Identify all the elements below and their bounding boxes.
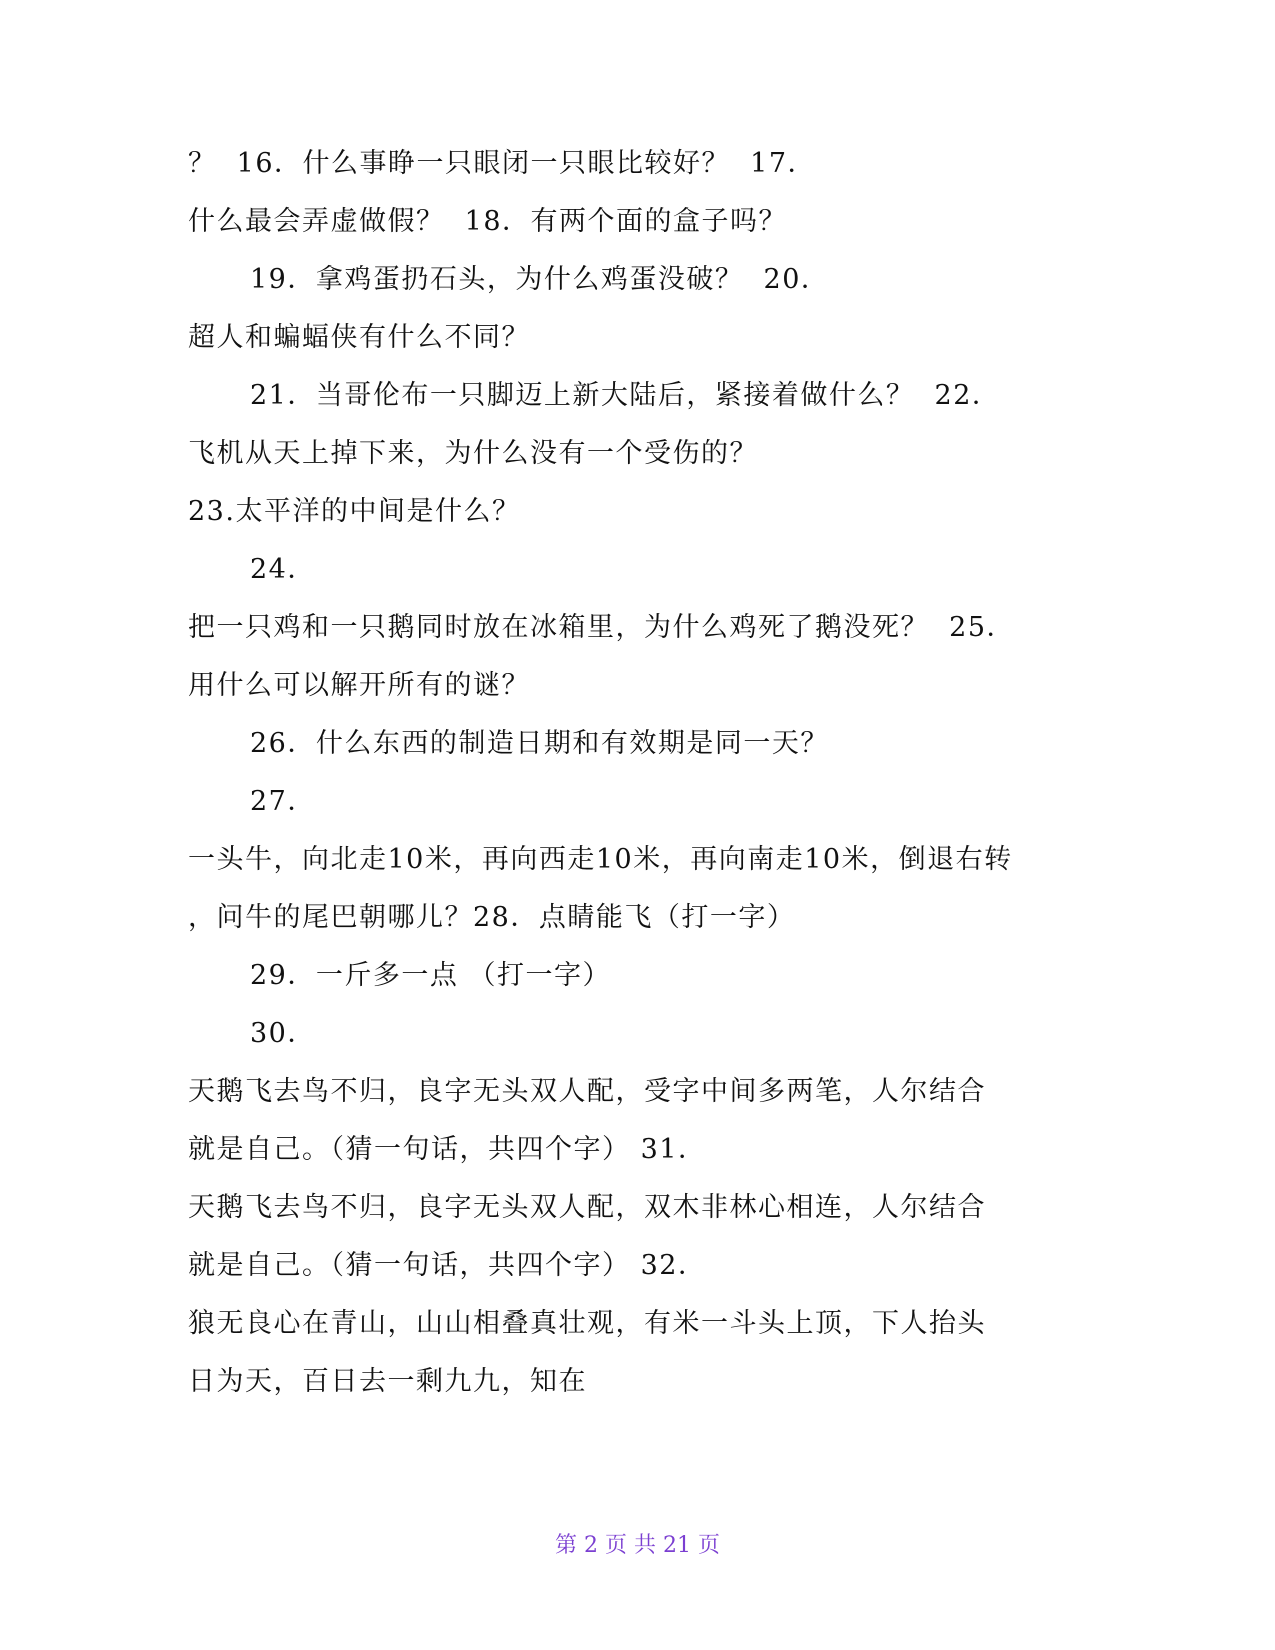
text-line: 什么最会弄虚做假？ 18．有两个面的盒子吗？ (188, 206, 788, 237)
text-line: 24． (250, 554, 316, 585)
text-line: 天鹅飞去鸟不归，良字无头双人配，受字中间多两笔，人尔结合 (188, 1076, 986, 1107)
text-line: 27． (250, 786, 316, 817)
text-line: 超人和蝙蝠侠有什么不同？ (188, 322, 530, 353)
text-line: 23.太平洋的中间是什么？ (188, 496, 521, 527)
text-line: 30． (250, 1018, 316, 1049)
text-line: 就是自己。（猜一句话，共四个字） 32． (188, 1250, 707, 1281)
text-line: 把一只鸡和一只鹅同时放在冰箱里，为什么鸡死了鹅没死？ 25． (188, 612, 1016, 643)
text-line: 就是自己。（猜一句话，共四个字） 31． (188, 1134, 707, 1165)
text-line: 一头牛，向北走10米，再向西走10米，再向南走10米，倒退右转 (188, 844, 1013, 875)
text-line: 飞机从天上掉下来，为什么没有一个受伤的？ (188, 438, 758, 469)
text-line: 26．什么东西的制造日期和有效期是同一天？ (250, 728, 829, 759)
text-line: 19．拿鸡蛋扔石头，为什么鸡蛋没破？ 20． (250, 264, 830, 295)
text-line: ，问牛的尾巴朝哪儿？28．点睛能飞（打一字） (188, 902, 796, 933)
text-line: ？ 16．什么事睁一只眼闭一只眼比较好？ 17． (188, 148, 817, 179)
text-line: 天鹅飞去鸟不归，良字无头双人配，双木非林心相连，人尔结合 (188, 1192, 986, 1223)
text-line: 21．当哥伦布一只脚迈上新大陆后，紧接着做什么？ 22． (250, 380, 1001, 411)
text-line: 日为天，百日去一剩九九，知在 (188, 1366, 587, 1397)
text-line: 用什么可以解开所有的谜？ (188, 670, 530, 701)
text-line: 狼无良心在青山，山山相叠真壮观，有米一斗头上顶，下人抬头 (188, 1308, 986, 1339)
page-number-footer: 第 2 页 共 21 页 (555, 1533, 720, 1558)
text-line: 29．一斤多一点 （打一字） (250, 960, 611, 991)
